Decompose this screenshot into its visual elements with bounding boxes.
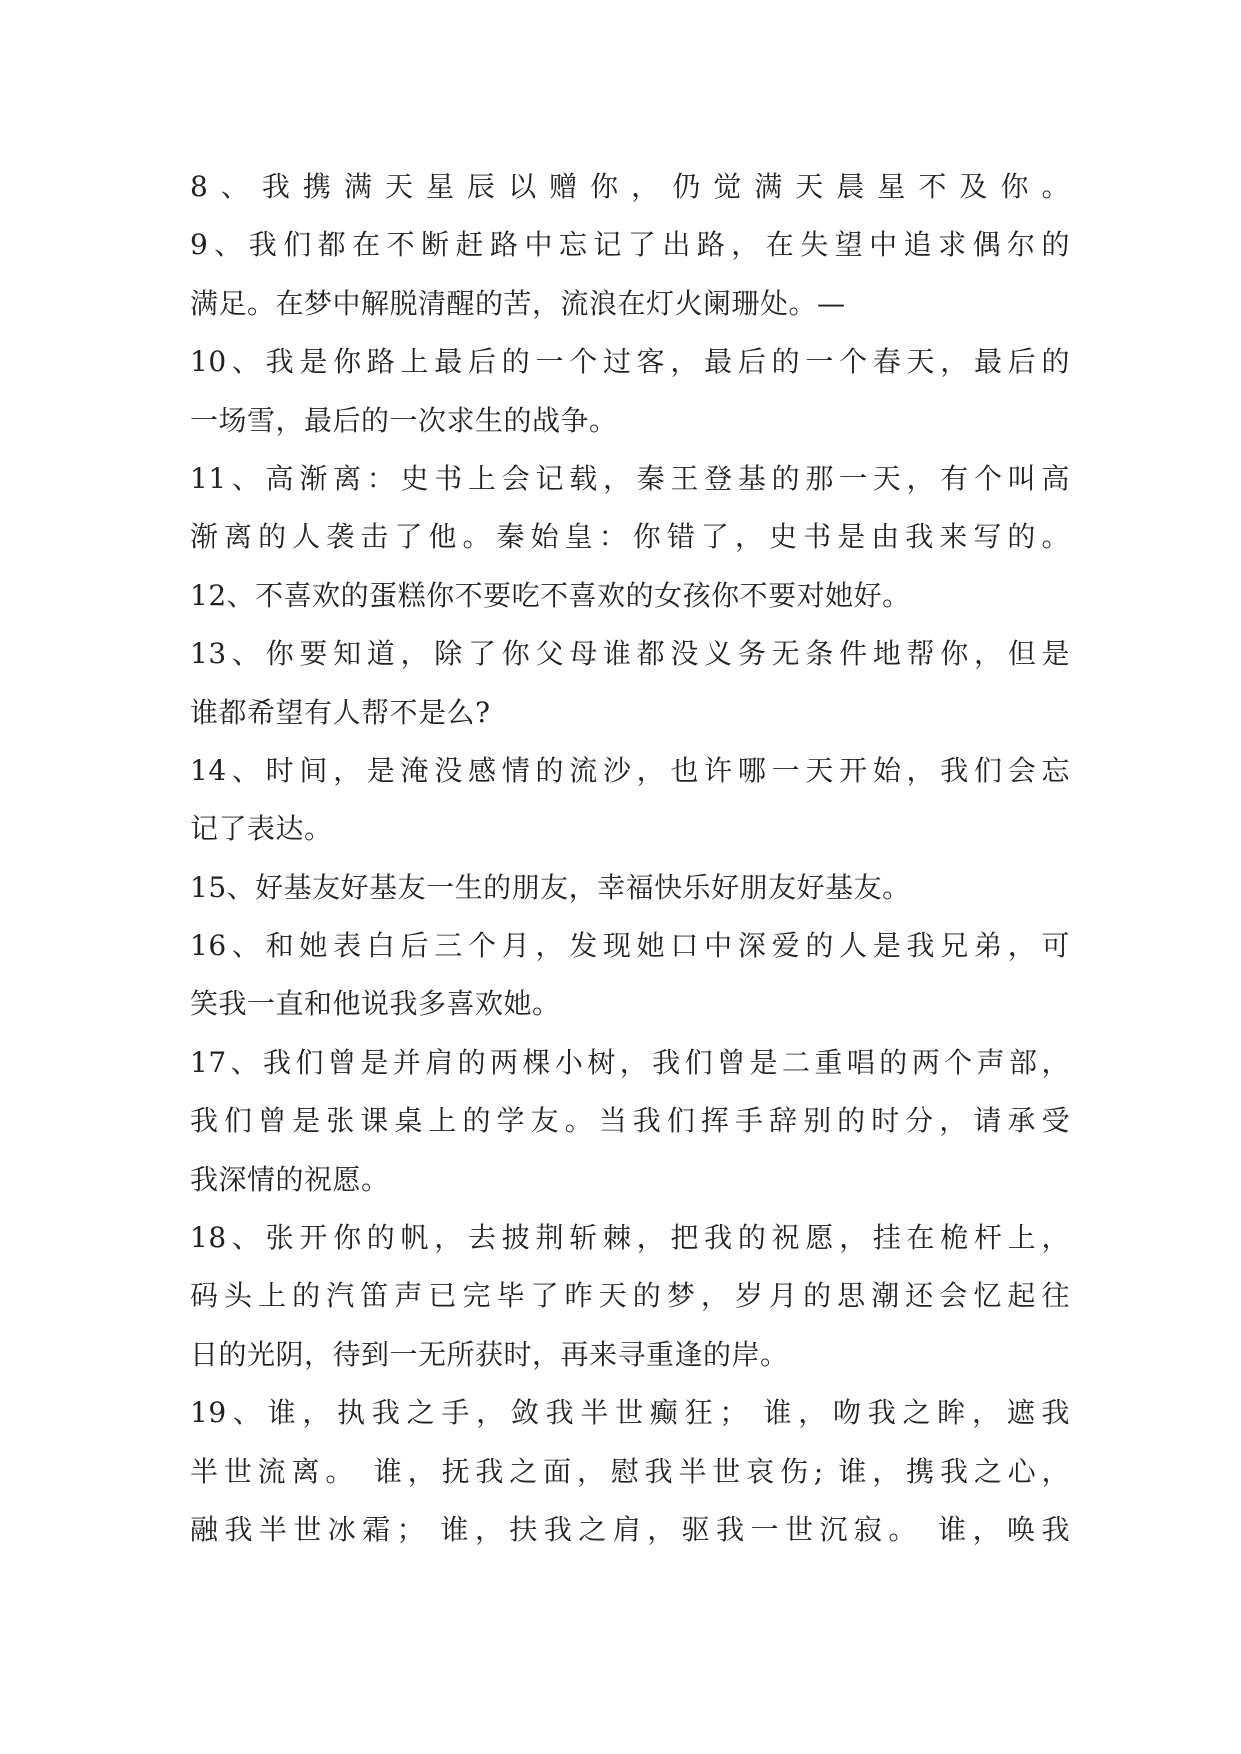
text-line: 19、谁，执我之手，敛我半世癫狂； 谁，吻我之眸，遮我 xyxy=(190,1396,1070,1430)
text-line: 一场雪，最后的一次求生的战争。 xyxy=(190,403,618,437)
text-line: 12、不喜欢的蛋糕你不要吃不喜欢的女孩你不要对她好。 xyxy=(190,578,911,612)
text-line: 18、张开你的帆，去披荆斩棘，把我的祝愿，挂在桅杆上， xyxy=(190,1221,1070,1255)
text-line: 9、我们都在不断赶路中忘记了出路，在失望中追求偶尔的 xyxy=(190,228,1070,262)
text-line: 笑我一直和他说我多喜欢她。 xyxy=(190,987,561,1021)
text-line: 码头上的汽笛声已完毕了昨天的梦，岁月的思潮还会忆起往 xyxy=(190,1279,1070,1313)
text-line: 13、你要知道，除了你父母谁都没义务无条件地帮你，但是 xyxy=(190,637,1070,671)
text-line: 15、好基友好基友一生的朋友，幸福快乐好朋友好基友。 xyxy=(190,870,911,904)
text-line: 我深情的祝愿。 xyxy=(190,1162,390,1196)
text-line: 16、和她表白后三个月，发现她口中深爱的人是我兄弟，可 xyxy=(190,929,1070,963)
document-text xyxy=(190,158,1070,1559)
text-line: 10、我是你路上最后的一个过客，最后的一个春天，最后的 xyxy=(190,345,1070,379)
text-line: 记了表达。 xyxy=(190,812,333,846)
text-line: 我们曾是张课桌上的学友。当我们挥手辞别的时分，请承受 xyxy=(190,1104,1070,1138)
text-line: 谁都希望有人帮不是么? xyxy=(190,695,491,729)
text-line: 14、时间，是淹没感情的流沙，也许哪一天开始，我们会忘 xyxy=(190,753,1070,787)
text-line: 半世流离。 谁，抚我之面，慰我半世哀伤; 谁，携我之心， xyxy=(190,1454,1070,1488)
text-line: 融我半世冰霜； 谁，扶我之肩，驱我一世沉寂。 谁，唤我 xyxy=(190,1512,1070,1546)
text-line: 日的光阴，待到一无所获时，再来寻重逢的岸。 xyxy=(190,1337,789,1371)
text-line: 17、我们曾是并肩的两棵小树，我们曾是二重唱的两个声部， xyxy=(190,1045,1070,1079)
text-line: 11、高渐离：史书上会记载，秦王登基的那一天，有个叫高 xyxy=(190,461,1070,495)
text-line: 满足。在梦中解脱清醒的苦，流浪在灯火阑珊处。— xyxy=(190,286,846,320)
text-line: 渐离的人袭击了他。秦始皇：你错了，史书是由我来写的。 xyxy=(190,520,1070,554)
text-line: 8、我携满天星辰以赠你，仍觉满天晨星不及你。 xyxy=(190,170,1070,203)
